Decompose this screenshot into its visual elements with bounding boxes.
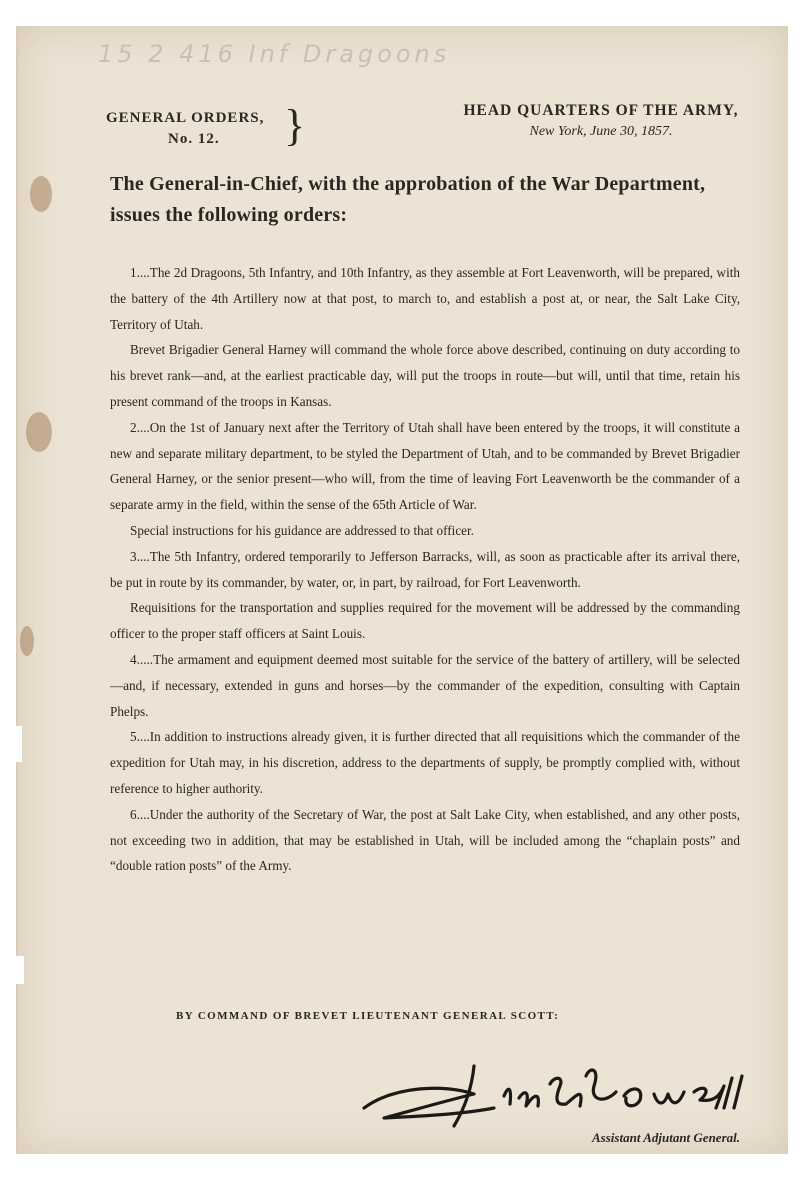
order-paragraph: 5....In addition to instructions already given, it is further directed that all requisitions which the commander of the expedition for Utah may, in his discretion, address to the departments of supply, be promptly complied with, without reference to higher authority. bbox=[110, 729, 740, 796]
headquarters-heading bbox=[436, 102, 766, 140]
order-paragraph: 6....Under the authority of the Secretary of War, the post at Salt Lake City, when established, and any other posts, not exceeding two in addition, that may be established in Utah, will be included among the “chaplain posts” and “double ration posts” of the Army. bbox=[110, 806, 740, 874]
order-paragraph: 3....The 5th Infantry, ordered temporarily to Jefferson Barracks, will, as soon as practicable after its arrival there, be put in route by its commander, by water, or, in part, by railroad, for Fort Leavenworth. bbox=[110, 548, 740, 590]
order-paragraph: Requisitions for the transportation and supplies required for the movement will be addressed by the commanding officer to the proper staff officers at Saint Louis. bbox=[110, 600, 740, 642]
order-paragraph: 1....The 2d Dragoons, 5th Infantry, and 10th Infantry, as they assemble at Fort Leavenworth, will be prepared, with the battery of the 4th Artillery now at that post, to march to, and establish a post at, or near, the Salt Lake City, Territory of Utah. bbox=[110, 265, 740, 332]
intro-statement: The General-in-Chief, with the approbation of the War Department, issues the following orders: bbox=[110, 173, 706, 226]
order-paragraph: Brevet Brigadier General Harney will command the whole force above described, continuing on duty according to his brevet rank—and, at the earliest practicable day, will put the troops in route—but will, until that time, retain his present command of the troops in Kansas. bbox=[110, 342, 740, 409]
general-orders-heading bbox=[106, 108, 286, 150]
order-paragraph: 2....On the 1st of January next after the Territory of Utah shall have been entered by the troops, it will constitute a new and separate military department, to be styled the Department of Utah, and to be commanded by Brevet Brigadier General Harney, or the senior present—who will, from the time of leaving Fort Leavenworth be the commander of a separate army in the field, within the sense of the 65th Article of War. bbox=[110, 419, 740, 513]
order-paragraph: 4.....The armament and equipment deemed most suitable for the service of the battery of artillery, will be selected—and, if necessary, extended in guns and horses—by the commander of the expedition, consulting with Captain Phelps. bbox=[110, 651, 740, 719]
document-sheet bbox=[16, 26, 788, 1154]
handwritten-signature bbox=[354, 1056, 784, 1141]
command-line: BY COMMAND OF BREVET LIEUTENANT GENERAL SCOTT: bbox=[176, 1010, 560, 1022]
torn-edge bbox=[14, 956, 24, 984]
torn-edge bbox=[14, 726, 22, 762]
hq-date: New York, June 30, 1857. bbox=[529, 124, 673, 139]
paper-stain bbox=[26, 412, 52, 452]
orders-title: GENERAL ORDERS, bbox=[106, 110, 265, 126]
signature-title: Assistant Adjutant General. bbox=[592, 1130, 740, 1145]
orders-body bbox=[110, 260, 740, 879]
order-paragraph: Special instructions for his guidance are addressed to that officer. bbox=[130, 522, 474, 538]
signature-drawing bbox=[354, 1056, 784, 1136]
paper-stain bbox=[30, 176, 52, 212]
heading-brace: } bbox=[284, 101, 306, 150]
orders-number: No. 12. bbox=[168, 131, 220, 147]
hq-title: HEAD QUARTERS OF THE ARMY, bbox=[463, 102, 739, 119]
paper-stain bbox=[20, 626, 34, 656]
pencil-note: 15 2 416 Inf Dragoons bbox=[98, 40, 451, 68]
